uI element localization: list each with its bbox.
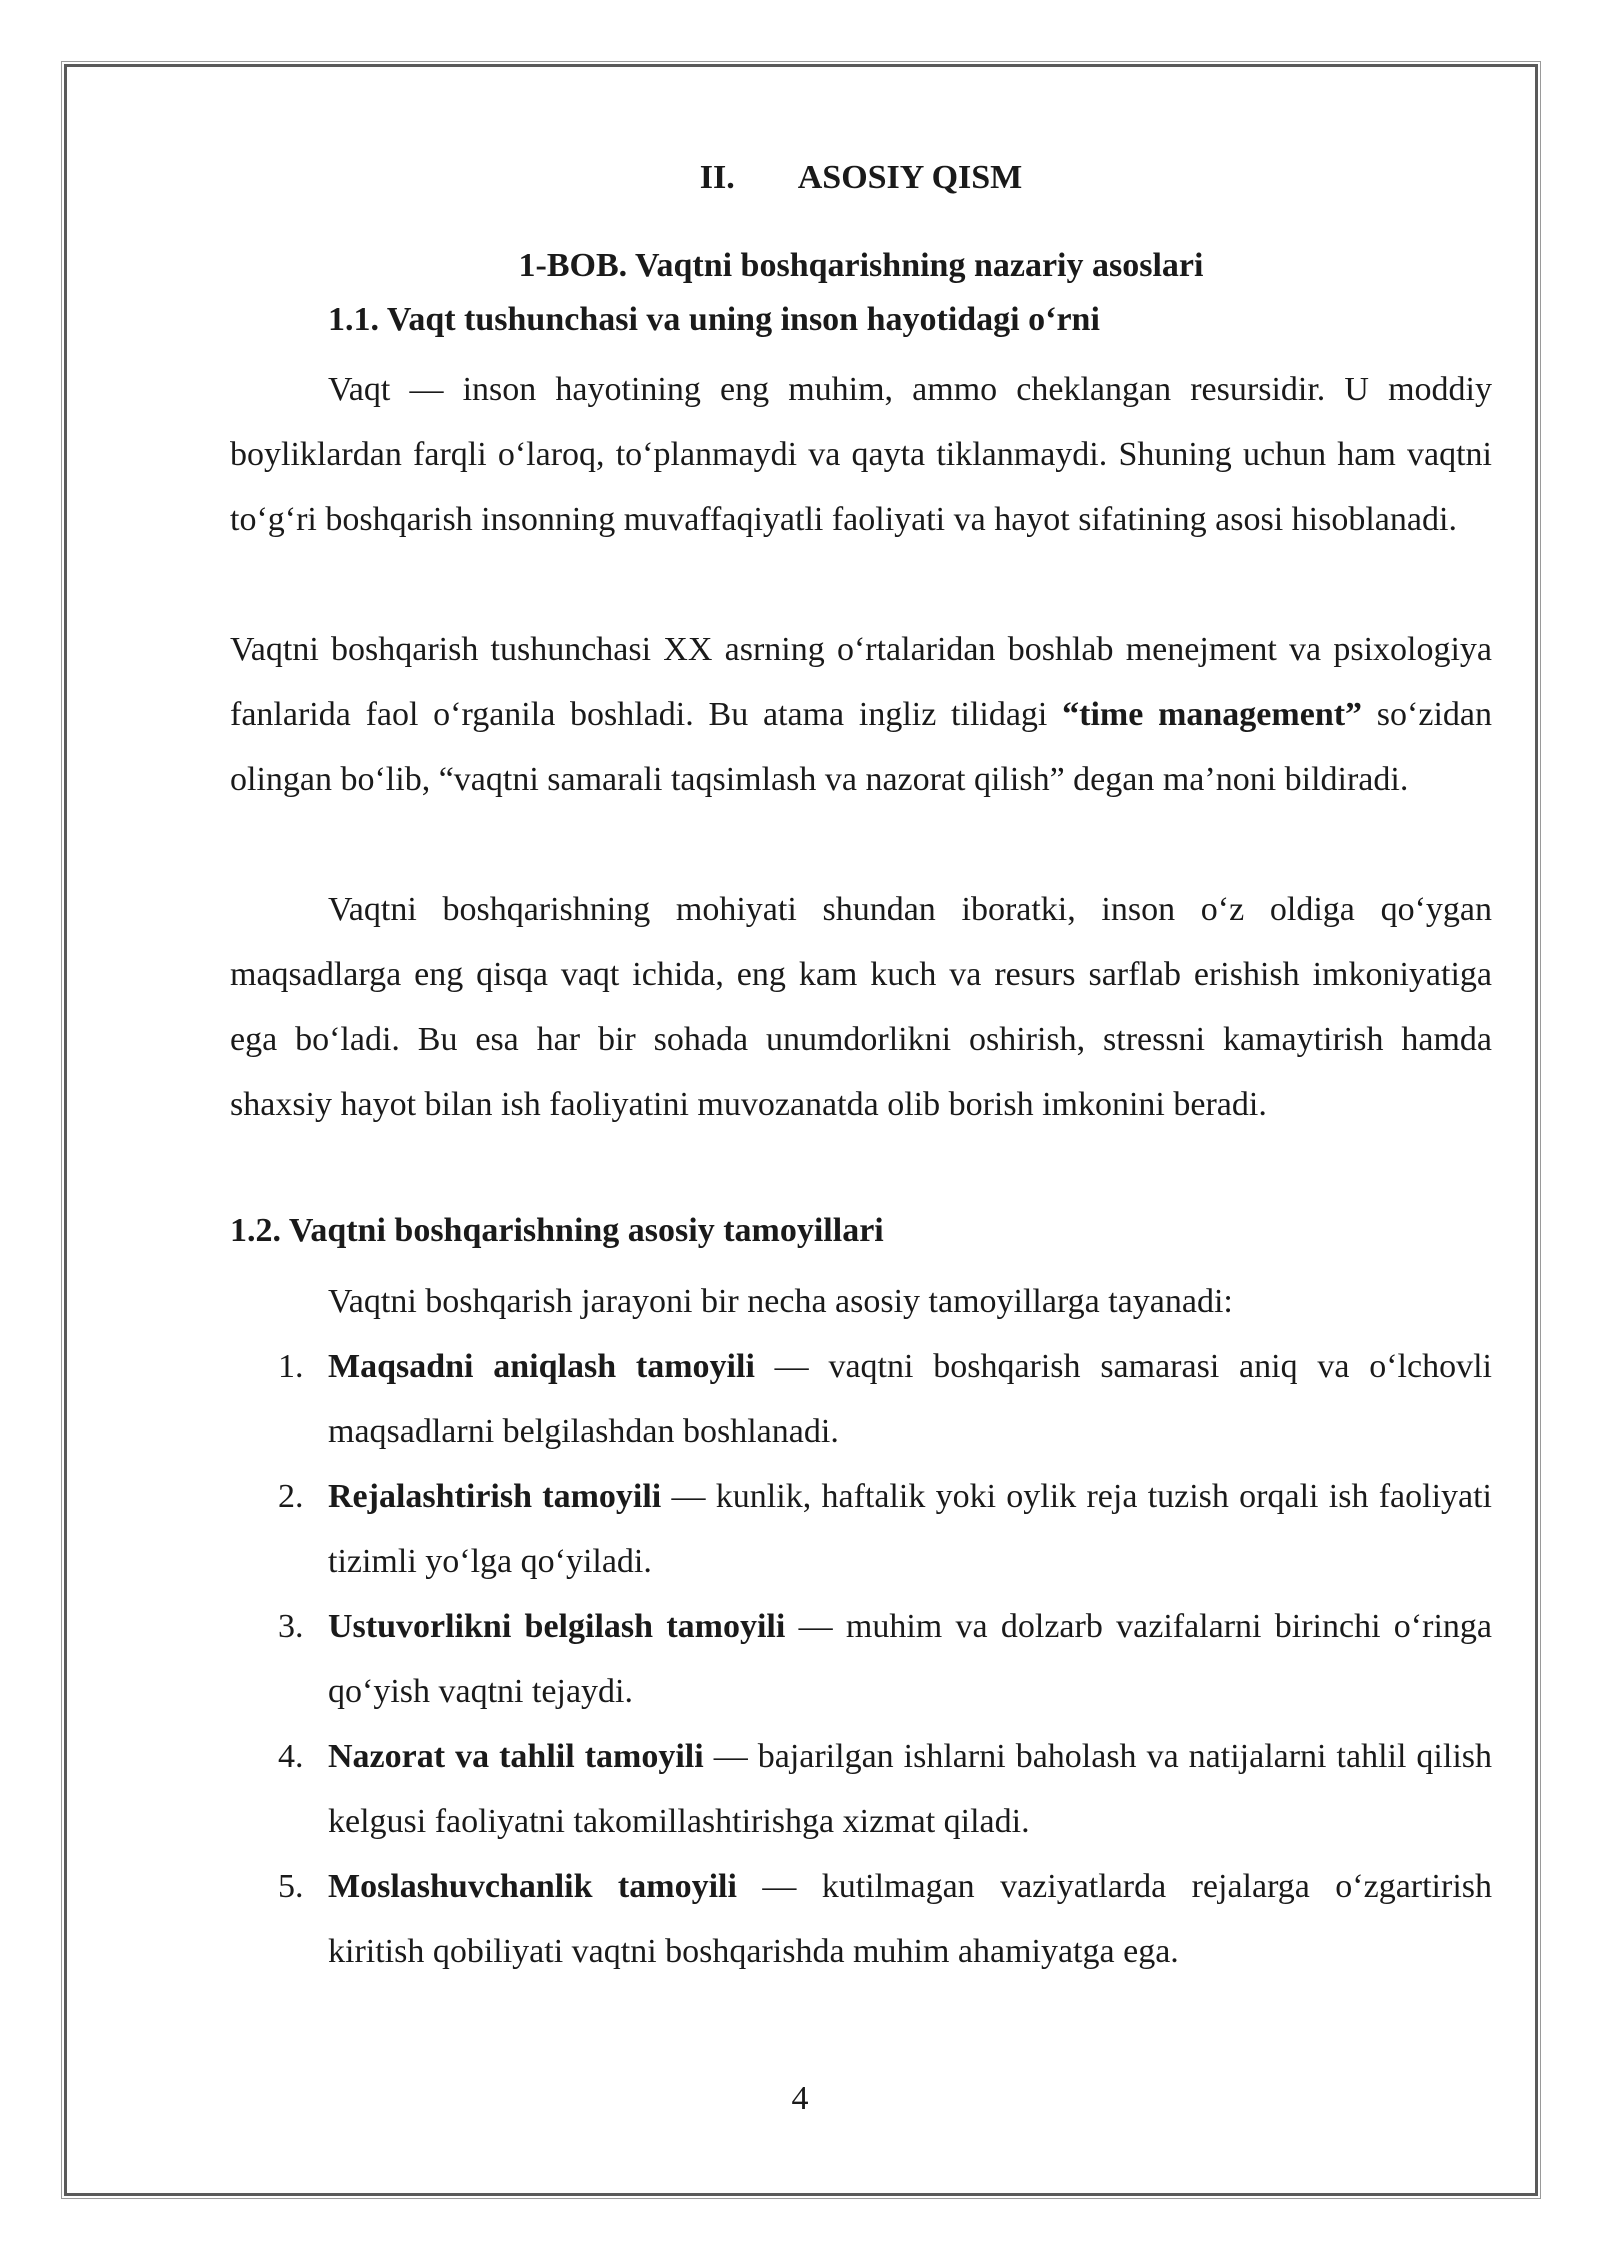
list-marker: 3. [278,1608,304,1645]
section-heading [230,148,1492,208]
principle-term: Ustuvorlikni belgilash tamoyili [328,1608,786,1645]
principle-text: — muhim va dolzarb vazifalarni birinchi o‘ringa qo‘yish vaqtni tejaydi. [328,1608,1492,1710]
principles-list [230,1334,1492,1984]
paragraph-2-text-a: Vaqtni boshqarish tushunchasi XX asrning o‘rtalaridan boshlab menejment va psixologiya fanlarida faol o‘rganila boshladi. Bu atama ingliz tilidagi [230,631,1492,733]
section-title: ASOSIY QISM [797,159,1023,196]
list-item [230,1724,1492,1854]
paragraph-2-text-b: so‘zidan olingan bo‘lib, “vaqtni samarali taqsimlash va nazorat qilish” degan ma’noni bildiradi. [230,696,1492,798]
principle-term: Nazorat va tahlil tamoyili [328,1738,704,1775]
page-number: 4 [791,2080,809,2117]
list-item [230,1464,1492,1594]
principle-text: — bajarilgan ishlarni baholash va natijalarni tahlil qilish kelgusi faoliyatni takomillashtirishga xizmat qiladi. [328,1738,1492,1840]
chapter-heading: 1-BOB. Vaqtni boshqarishning nazariy asoslari [518,247,1204,284]
list-marker: 1. [278,1348,304,1385]
list-marker: 4. [278,1738,304,1775]
principle-text: — kunlik, haftalik yoki oylik reja tuzish orqali ish faoliyati tizimli yo‘lga qo‘yiladi. [328,1478,1493,1580]
list-marker: 5. [278,1868,304,1905]
subsection-heading-1-2: 1.2. Vaqtni boshqarishning asosiy tamoyillari [230,1212,884,1249]
list-item [230,1594,1492,1724]
principle-text: — vaqtni boshqarish samarasi aniq va o‘lchovli maqsadlarni belgilashdan boshlanadi. [328,1348,1492,1450]
list-item [230,1334,1492,1464]
principle-term: Moslashuvchanlik tamoyili [328,1868,737,1905]
paragraph-2 [230,617,1492,812]
section-number: II. [699,159,735,196]
paragraph-1: Vaqt — inson hayotining eng muhim, ammo cheklangan resursidir. U moddiy boyliklardan farqli o‘laroq, to‘planmaydi va qayta tiklanmaydi. Shuning uchun ham vaqtni to‘g‘ri boshqarish insonning muvaffaqiyatli faoliyati va hayot sifatining asosi hisoblanadi. [230,371,1492,538]
principle-text: — kutilmagan vaziyatlarda rejalarga o‘zgartirish kiritish qobiliyati vaqtni boshqarishda muhim ahamiyatga ega. [328,1868,1493,1970]
list-marker: 2. [278,1478,304,1515]
list-intro: Vaqtni boshqarish jarayoni bir necha asosiy tamoyillarga tayanadi: [328,1283,1233,1320]
paragraph-3: Vaqtni boshqarishning mohiyati shundan iboratki, inson o‘z oldiga qo‘ygan maqsadlarga eng qisqa vaqt ichida, eng kam kuch va resurs sarflab erishish imkoniyatiga ega bo‘ladi. Bu esa har bir sohada unumdorlikni oshirish, stressni kamaytirish hamda shaxsiy hayot bilan ish faoliyatini muvozanatda olib borish imkonini beradi. [230,891,1492,1123]
list-item [230,1854,1492,1984]
subsection-heading-1-1: 1.1. Vaqt tushunchasi va uning inson hayotidagi o‘rni [328,301,1100,338]
principle-term: Maqsadni aniqlash tamoyili [328,1348,755,1385]
principle-term: Rejalashtirish tamoyili [328,1478,662,1515]
paragraph-2-bold-term: “time management” [1062,696,1363,733]
